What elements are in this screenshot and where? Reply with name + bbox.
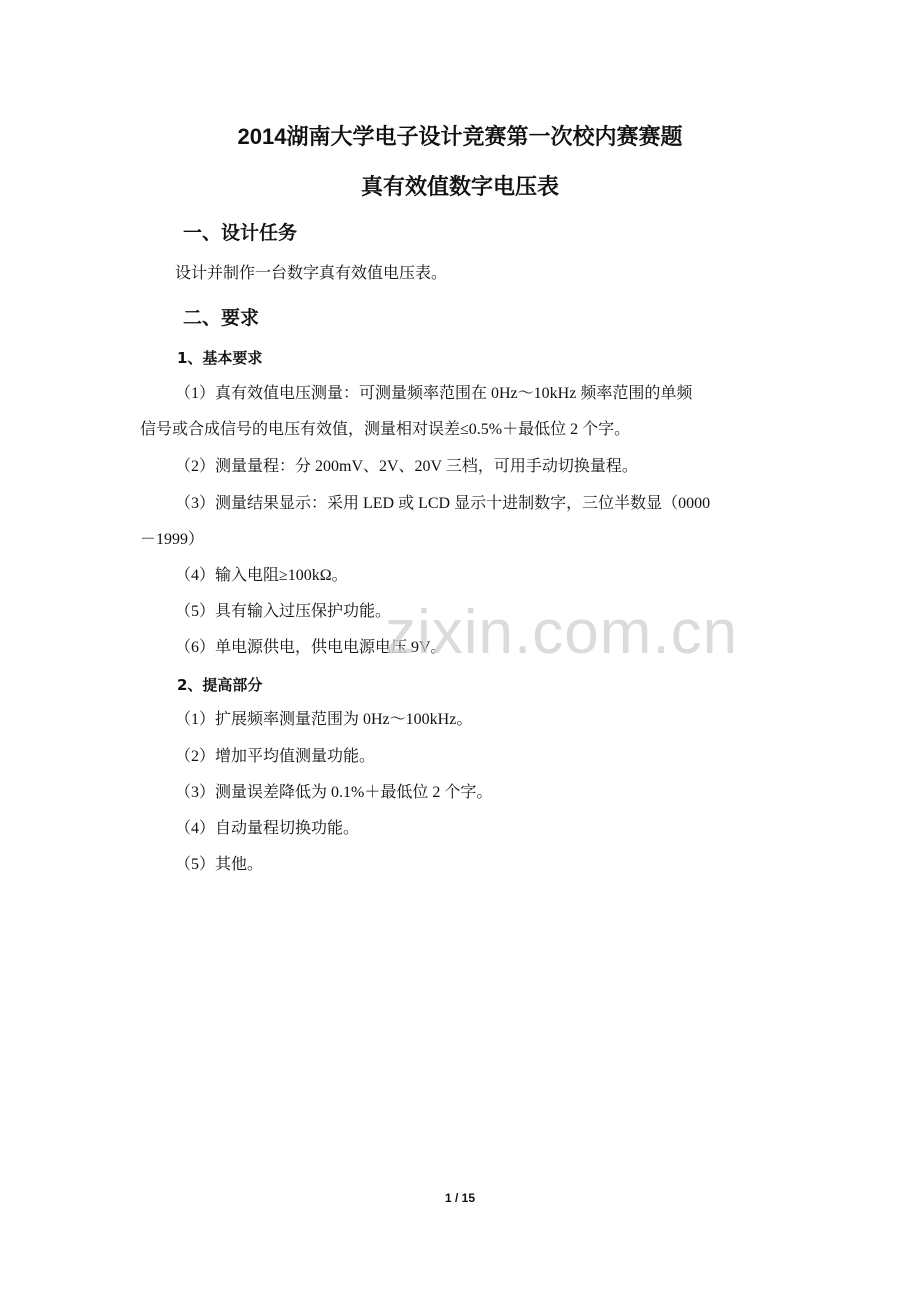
document-title: 2014湖南大学电子设计竞赛第一次校内赛赛题	[237, 124, 683, 149]
basic-item-3-line-2: －1999）	[140, 531, 205, 548]
basic-item-1-line-1: （1）真有效值电压测量：可测量频率范围在 0Hz～10kHz 频率范围的单频	[175, 385, 693, 402]
basic-item-1-line-2: 信号或合成信号的电压有效值，测量相对误差≤0.5%＋最低位 2 个字。	[140, 421, 631, 438]
advanced-item-3: （3）测量误差降低为 0.1%＋最低位 2 个字。	[175, 784, 493, 801]
advanced-item-5: （5）其他。	[175, 856, 264, 873]
advanced-item-1: （1）扩展频率测量范围为 0Hz～100kHz。	[175, 711, 473, 728]
basic-item-4: （4）输入电阻≥100kΩ。	[175, 567, 348, 584]
section-heading-requirements: 二、要求	[183, 307, 260, 329]
document-subtitle: 真有效值数字电压表	[360, 174, 559, 199]
design-task-text: 设计并制作一台数字真有效值电压表。	[175, 265, 448, 282]
section-heading-design-task: 一、设计任务	[183, 222, 298, 244]
basic-item-3-line-1: （3）测量结果显示：采用 LED 或 LCD 显示十进制数字，三位半数显（0000	[175, 495, 711, 512]
basic-item-5: （5）具有输入过压保护功能。	[175, 603, 392, 620]
subsection-heading-advanced: 2、提高部分	[177, 676, 263, 694]
subsection-heading-basic: 1、基本要求	[177, 349, 263, 367]
basic-item-6: （6）单电源供电，供电电源电压 9V。	[175, 639, 447, 656]
watermark: zixin.com.cn	[385, 598, 739, 667]
page-number: 1 / 15	[444, 1191, 476, 1205]
basic-item-2: （2）测量量程：分 200mV、2V、20V 三档，可用手动切换量程。	[175, 458, 638, 475]
advanced-item-2: （2）增加平均值测量功能。	[175, 748, 376, 765]
advanced-item-4: （4）自动量程切换功能。	[175, 820, 360, 837]
